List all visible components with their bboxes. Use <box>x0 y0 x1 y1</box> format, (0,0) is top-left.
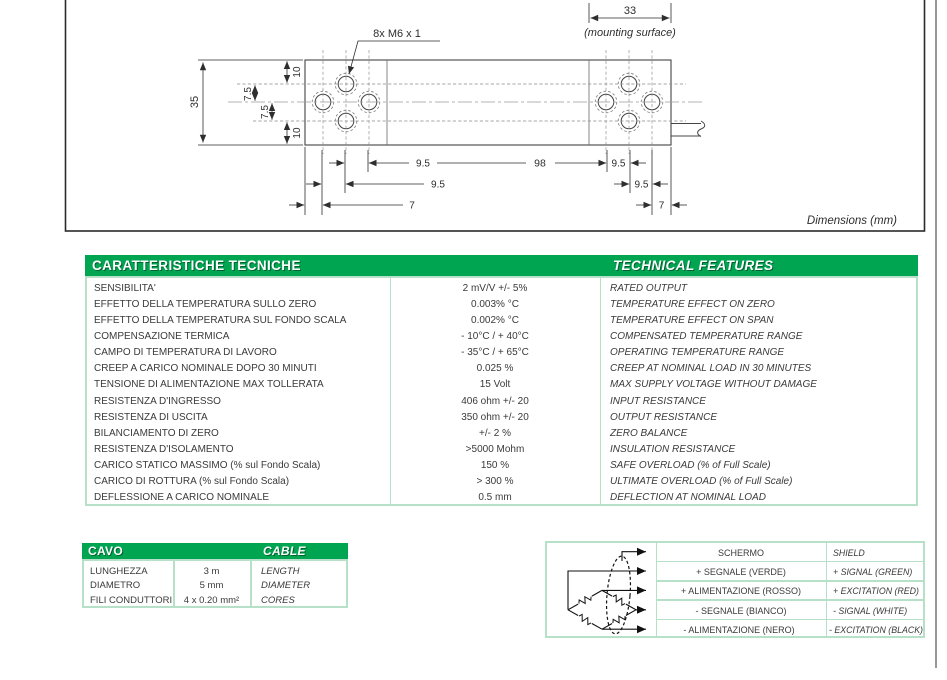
spec-value: - 35°C / + 65°C <box>461 347 529 359</box>
spec-value: > 300 % <box>476 476 514 488</box>
table-row <box>87 490 916 506</box>
spec-label-it: RESISTENZA DI USCITA <box>94 411 208 423</box>
spec-value: >5000 Mohm <box>465 443 525 455</box>
dim-label-95-r2: 9.5 <box>634 179 649 191</box>
spec-label-it: DEFLESSIONE A CARICO NOMINALE <box>94 492 270 504</box>
spec-label-en: COMPENSATED TEMPERATURE RANGE <box>610 330 803 342</box>
cable-table <box>82 559 348 608</box>
spec-label-it: TENSIONE DI ALIMENTAZIONE MAX TOLLERATA <box>94 379 324 391</box>
wiring-table <box>545 541 925 638</box>
table-row <box>87 312 916 328</box>
table-row <box>87 458 916 474</box>
table-row <box>87 474 916 490</box>
spec-label-it: RESISTENZA D'INGRESSO <box>94 395 221 407</box>
table-row <box>84 593 346 608</box>
table-row <box>87 345 916 361</box>
table-row <box>87 280 916 296</box>
wiring-label-it: - ALIMENTAZIONE (NERO) <box>683 624 795 635</box>
wiring-label-en: + SIGNAL (GREEN) <box>833 566 913 577</box>
spec-label-it: CREEP A CARICO NOMINALE DOPO 30 MINUTI <box>94 363 317 375</box>
spec-value: 0.003% °C <box>471 298 519 310</box>
table-row <box>87 328 916 344</box>
table-row <box>657 620 923 639</box>
cable-title-en: CABLE <box>263 544 306 558</box>
cable-rows <box>84 564 346 608</box>
mounting-surface-note: (mounting surface) <box>584 27 676 39</box>
cable-value: 5 mm <box>199 580 224 592</box>
spec-value: 350 ohm +/- 20 <box>461 411 529 423</box>
table-row <box>87 296 916 312</box>
dim-label-33: 33 <box>623 5 637 17</box>
table-row <box>657 601 923 620</box>
dim-label-95-l2: 9.5 <box>431 179 445 191</box>
spec-table-header <box>85 255 918 276</box>
page-right-border <box>935 0 937 668</box>
spec-value: 15 Volt <box>479 379 511 391</box>
technical-drawing <box>0 0 947 236</box>
table-row <box>84 564 346 579</box>
table-row <box>87 361 916 377</box>
spec-label-en: RATED OUTPUT <box>610 282 688 294</box>
dim-label-95-r1: 9.5 <box>611 158 626 170</box>
table-row <box>87 409 916 425</box>
spec-label-en: DEFLECTION AT NOMINAL LOAD <box>610 492 766 504</box>
table-row <box>84 579 346 594</box>
cable-label-en: DIAMETER <box>261 580 311 592</box>
cable-label-it: FILI CONDUTTORI <box>90 594 173 606</box>
dim-label-7-l: 7 <box>409 200 415 212</box>
cable-title-it: CAVO <box>88 544 123 558</box>
spec-label-en: OUTPUT RESISTANCE <box>610 411 718 423</box>
spec-table <box>85 276 918 506</box>
spec-label-en: INSULATION RESISTANCE <box>610 443 736 455</box>
spec-label-it: RESISTENZA D'ISOLAMENTO <box>94 443 234 455</box>
spec-title-en: TECHNICAL FEATURES <box>613 258 774 273</box>
dim-label-10-top: 10 <box>292 66 303 78</box>
spec-label-en: SAFE OVERLOAD (% of Full Scale) <box>610 460 771 472</box>
spec-label-en: ULTIMATE OVERLOAD (% of Full Scale) <box>610 476 793 488</box>
spec-label-it: CARICO DI ROTTURA (% sul Fondo Scala) <box>94 476 290 488</box>
spec-rows <box>87 280 916 506</box>
spec-value: 0.002% °C <box>471 314 519 326</box>
dim-label-98: 98 <box>534 157 546 170</box>
spec-title-it: CARATTERISTICHE TECNICHE <box>92 258 301 273</box>
table-row <box>657 543 923 562</box>
thread-callout: 8x M6 x 1 <box>373 28 421 40</box>
dim-label-75-bottom: 7.5 <box>260 105 271 119</box>
wiring-label-it: - SEGNALE (BIANCO) <box>695 605 787 616</box>
cable-label-it: DIAMETRO <box>90 580 141 592</box>
wiring-label-en: SHIELD <box>833 547 865 558</box>
spec-label-it: CARICO STATICO MASSIMO (% sul Fondo Scala) <box>94 460 321 472</box>
wiring-label-en: - SIGNAL (WHITE) <box>833 605 908 616</box>
wiring-label-it: SCHERMO <box>717 547 764 558</box>
dim-label-10-bottom: 10 <box>292 127 303 139</box>
dim-label-95-l1: 9.5 <box>416 158 430 170</box>
dim-label-7-r: 7 <box>658 200 665 212</box>
cable-value: 3 m <box>203 565 220 577</box>
spec-value: 406 ohm +/- 20 <box>461 395 529 407</box>
dim-label-35: 35 <box>189 95 201 109</box>
spec-label-en: OPERATING TEMPERATURE RANGE <box>610 347 785 359</box>
table-row <box>657 562 923 581</box>
wiring-label-en: - EXCITATION (BLACK) <box>828 624 923 635</box>
spec-label-en: CREEP AT NOMINAL LOAD IN 30 MINUTES <box>610 363 812 375</box>
spec-label-en: TEMPERATURE EFFECT ON ZERO <box>610 298 775 310</box>
cable-label-en: CORES <box>261 594 295 606</box>
cable-label-en: LENGTH <box>261 565 300 577</box>
spec-label-en: TEMPERATURE EFFECT ON SPAN <box>610 314 774 326</box>
spec-value: +/- 2 % <box>479 427 511 439</box>
spec-label-it: EFFETTO DELLA TEMPERATURA SUL FONDO SCALA <box>94 314 347 326</box>
spec-label-en: ZERO BALANCE <box>610 427 688 439</box>
table-row <box>87 425 916 441</box>
table-row <box>87 441 916 457</box>
spec-label-it: BILANCIAMENTO DI ZERO <box>94 427 219 439</box>
spec-value: 0.5 mm <box>478 492 512 504</box>
spec-value: 150 % <box>480 460 510 472</box>
wiring-label-it: + ALIMENTAZIONE (ROSSO) <box>680 586 802 597</box>
wiring-label-en: + EXCITATION (RED) <box>833 586 919 597</box>
bridge-circuit-diagram <box>547 543 657 636</box>
table-row <box>87 377 916 393</box>
spec-value: 0.025 % <box>476 363 514 375</box>
table-row <box>87 393 916 409</box>
spec-value: 2 mV/V +/- 5% <box>462 282 528 294</box>
spec-label-it: SENSIBILITA' <box>94 282 156 294</box>
cable-label-it: LUNGHEZZA <box>90 565 148 577</box>
cable-table-header <box>82 543 348 559</box>
spec-label-en: MAX SUPPLY VOLTAGE WITHOUT DAMAGE <box>610 379 817 391</box>
cable-value: 4 x 0.20 mm² <box>183 594 240 606</box>
spec-label-it: CAMPO DI TEMPERATURA DI LAVORO <box>94 347 277 359</box>
spec-label-en: INPUT RESISTANCE <box>610 395 706 407</box>
spec-label-it: EFFETTO DELLA TEMPERATURA SULLO ZERO <box>94 298 317 310</box>
dimensions-units-note: Dimensions (mm) <box>806 215 897 227</box>
wiring-label-it: + SEGNALE (VERDE) <box>696 566 786 577</box>
table-row <box>657 582 923 601</box>
spec-label-it: COMPENSAZIONE TERMICA <box>94 330 230 342</box>
dim-label-75-top: 7.5 <box>243 87 254 101</box>
spec-value: - 10°C / + 40°C <box>461 330 529 342</box>
